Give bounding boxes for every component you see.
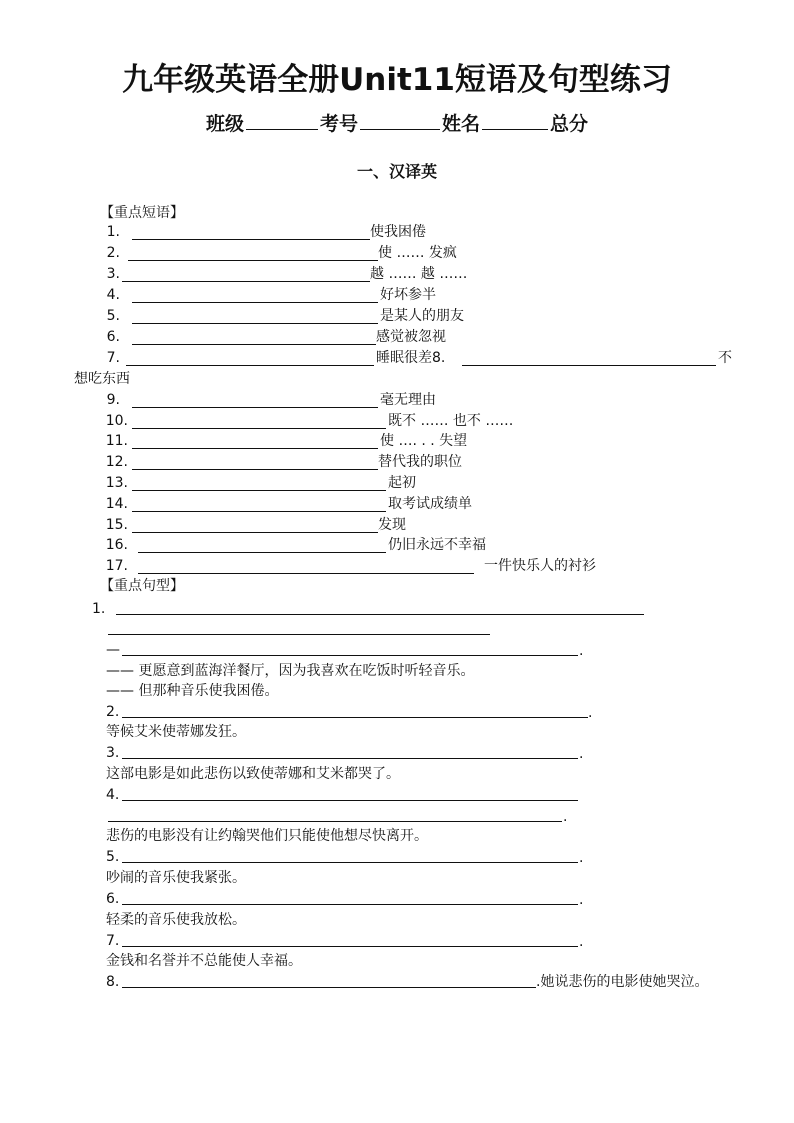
sentence-period: . [579,746,584,762]
phrase-text: 感觉被忽视 [376,329,446,345]
sentence-chinese: —— 更愿意到蓝海洋餐厅，因为我喜欢在吃饭时听轻音乐。 [106,663,475,679]
exam-no-blank[interactable] [360,111,440,130]
phrase-text: 是某人的朋友 [380,308,464,324]
phrase-number: 14. [105,496,128,512]
sentence-chinese: 金钱和名誉并不总能使人幸福。 [106,953,302,969]
answer-blank[interactable] [132,469,378,470]
phrase-number: 11. [105,433,128,449]
answer-blank[interactable] [132,302,378,303]
answer-line[interactable] [122,717,588,718]
answer-line[interactable] [122,758,578,759]
answer-blank[interactable] [138,552,386,553]
phrase-number: 9. [106,392,120,408]
answer-blank[interactable] [132,428,386,429]
phrase-text: 使我困倦 [370,224,426,240]
answer-line[interactable] [122,946,578,947]
sentence-period: . [579,892,584,908]
section-title: 一、汉译英 [356,162,437,181]
phrase-number: 15. [105,517,128,533]
sentence-chinese: 吵闹的音乐使我紧张。 [106,870,246,886]
phrase-number: 5. [106,308,120,324]
sentence-number: 4. [106,787,120,803]
answer-line[interactable] [122,904,578,905]
sentence-period: . [579,643,584,659]
answer-line[interactable] [116,614,644,615]
answer-blank[interactable] [132,448,378,449]
answer-blank[interactable] [132,532,378,533]
sentence-chinese: .她说悲伤的电影使她哭泣。 [536,974,709,990]
sentence-period: . [588,705,593,721]
info-line [0,110,794,138]
sentence-number: 5. [106,849,120,865]
phrase-text: 一件快乐人的衬衫 [484,558,596,574]
phrase-number: 16. [105,537,128,553]
sentence-number: 3. [106,745,120,761]
score-label: 总分 [550,113,589,135]
sentence-chinese: 悲伤的电影没有让约翰哭他们只能使他想尽快离开。 [106,828,428,844]
phrase-text: 不 [718,350,732,366]
sentence-period: . [579,934,584,950]
phrase-text: 取考试成绩单 [388,496,472,512]
answer-line[interactable] [122,655,578,656]
sentence-chinese: 轻柔的音乐使我放松。 [106,912,246,928]
phrase-number: 4. [106,287,120,303]
phrase-text: 发现 [378,517,406,533]
answer-line[interactable] [122,862,578,863]
phrase-number: 12. [105,454,128,470]
sentence-period: . [563,809,568,825]
answer-line[interactable] [108,634,490,635]
phrase-text: 起初 [388,475,416,491]
phrase-number: 3. [106,266,120,282]
sentence-chinese: —— 但那种音乐使我困倦。 [106,683,279,699]
answer-blank[interactable] [138,573,474,574]
sentence-number: 7. [106,933,120,949]
sentence-number: 6. [106,891,120,907]
phrase-text: 既不 …… 也不 …… [388,413,514,429]
phrases-header: 【重点短语】 [100,205,184,221]
name-label: 姓名 [442,113,481,135]
phrase-number: 10. [105,413,128,429]
sentence-chinese: 这部电影是如此悲伤以致使蒂娜和艾米都哭了。 [106,766,400,782]
phrase-text: 使 …. . . 失望 [380,433,468,449]
answer-blank[interactable] [132,344,376,345]
class-label: 班级 [205,113,244,135]
phrase-text: 睡眠很差8. [376,350,446,366]
phrase-number: 6. [106,329,120,345]
dialogue-dash: — [106,642,120,658]
phrase-text: 使 …… 发疯 [378,245,457,261]
phrase-number: 7. [106,350,120,366]
answer-blank[interactable] [132,239,370,240]
answer-blank[interactable] [132,511,386,512]
answer-line[interactable] [122,800,578,801]
answer-blank[interactable] [132,323,378,324]
phrase-number: 17. [105,558,128,574]
phrase-number: 1. [106,224,120,240]
phrase-number: 2. [106,245,120,261]
phrase-text: 仍旧永远不幸福 [388,537,486,553]
class-blank[interactable] [246,111,318,130]
answer-blank[interactable] [128,260,378,261]
answer-line[interactable] [108,821,562,822]
sentences-header: 【重点句型】 [100,578,184,594]
phrase-text: 越 …… 越 …… [370,266,468,282]
name-blank[interactable] [482,111,548,130]
answer-line[interactable] [122,987,536,988]
phrase-text: 毫无理由 [380,392,436,408]
answer-blank[interactable] [122,281,370,282]
sentence-period: . [579,850,584,866]
answer-blank[interactable] [132,407,378,408]
sentence-number: 2. [106,704,120,720]
exam-no-label: 考号 [319,113,358,135]
answer-blank[interactable] [462,365,716,366]
sentence-chinese: 等候艾米使蒂娜发狂。 [106,724,246,740]
phrase-text-wrap: 想吃东西 [74,371,130,387]
answer-blank[interactable] [126,365,374,366]
sentence-number: 1. [92,601,106,617]
phrase-text: 替代我的职位 [378,454,462,470]
phrase-number: 13. [105,475,128,491]
phrase-row [0,348,794,368]
sentence-number: 8. [106,974,120,990]
phrase-text: 好坏参半 [380,287,436,303]
page-title: 九年级英语全册Unit11短语及句型练习 [122,62,672,98]
answer-blank[interactable] [132,490,386,491]
